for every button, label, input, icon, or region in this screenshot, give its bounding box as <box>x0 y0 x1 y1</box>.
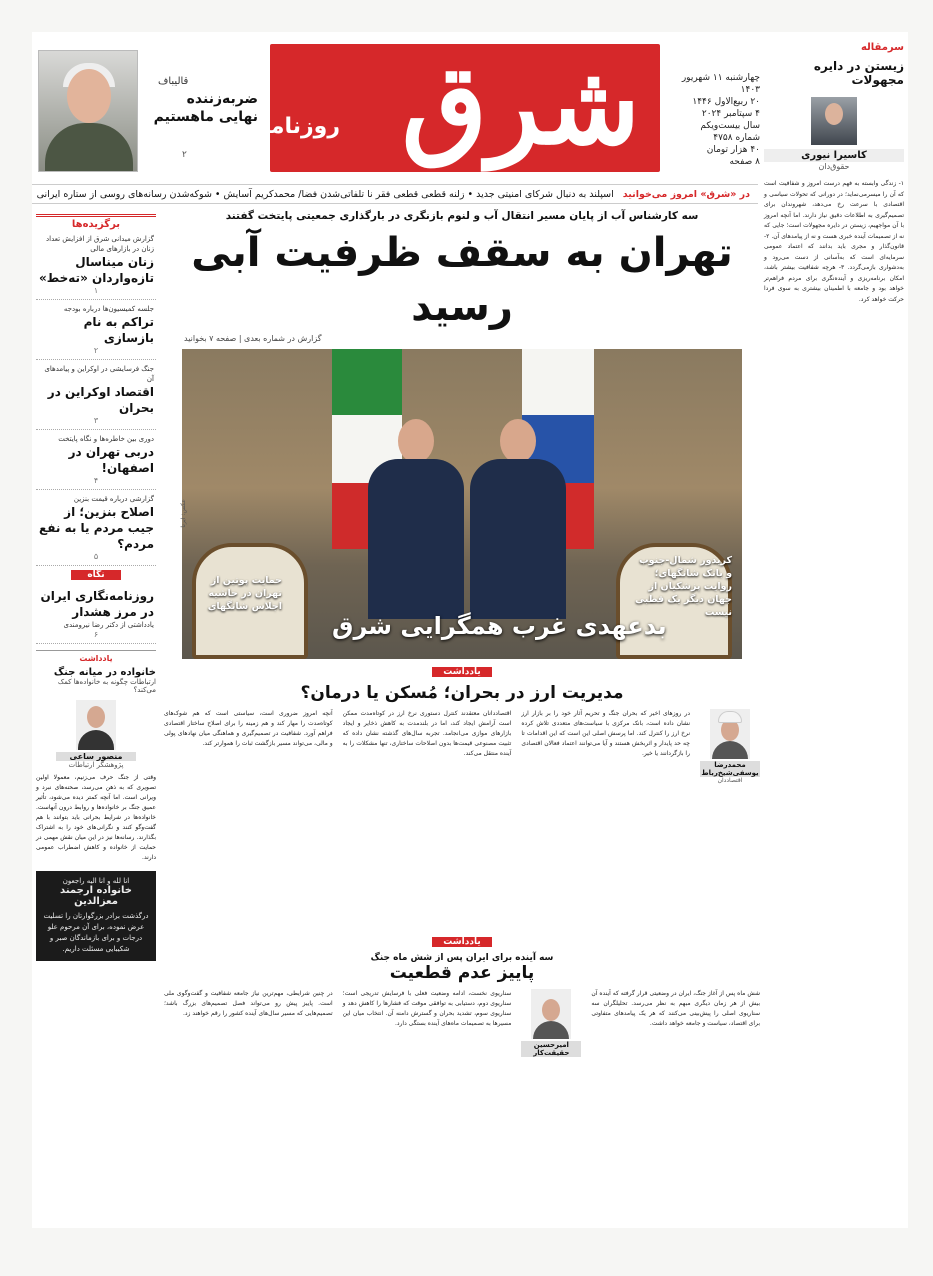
photo-caption-left: حمایت پوتین از تهران در حاشیه اجلاس شانگهای <box>207 575 282 612</box>
editorial-title[interactable]: زیستن در دایره مجهولات <box>813 59 904 87</box>
date-line: شماره ۴۷۵۸ <box>713 133 760 143</box>
author-name: امیرحسین حقیقت‌کار <box>521 1041 581 1057</box>
author-block <box>700 709 760 929</box>
highlight-title: تراکم به نام بازسازی <box>83 315 154 345</box>
highlights-head: برگزیده‌ها <box>36 214 156 230</box>
view-number: ۶ <box>93 630 99 639</box>
author-photo <box>710 709 750 759</box>
obituary-title: خانواده ارجمند معزالدین <box>60 885 132 907</box>
quote-name: قالیباف <box>158 76 189 87</box>
date-line: ۲۰ ربیع‌الاول ۱۴۴۶ <box>692 97 760 107</box>
obituary-verse: انا لله و انا الیه راجعون <box>62 877 130 885</box>
note-author-role: پژوهشگر ارتباطات <box>68 761 124 769</box>
note-subtitle: ارتباطات چگونه به خانواده‌ها کمک می‌کند؟ <box>57 678 156 694</box>
section-tag: یادداشت <box>432 937 492 947</box>
article-column: اقتصاددانان معتقدند کنترل دستوری نرخ ارز در کوتاه‌مدت ممکن است آرامش ایجاد کند، اما در بلندمدت به کاهش ذخایر و ایجاد بازارهای موازی می‌انجامد. تجربه سال‌های گذشته نشان داده که تثبیت مصنوعی قیمت‌ها بدون اصلاحات ساختاری، تنها مشکلات را به آینده منتقل می‌کند. <box>342 710 512 757</box>
note-author-photo <box>76 700 116 750</box>
highlight-title: زنان میناسال تازه‌واردان «تەخط» <box>39 255 154 285</box>
highlight-number: ۴ <box>93 476 99 485</box>
main-column <box>164 210 760 1226</box>
view-tag: نگاه <box>71 570 121 580</box>
newspaper-page <box>32 32 908 1228</box>
view-subtitle: یادداشتی از دکتر رضا نیرومندی <box>63 621 154 629</box>
note-title[interactable]: خانواده در میانه جنگ <box>53 667 156 678</box>
editorial-author-photo <box>811 97 857 145</box>
highlight-kicker: دوری بین خاطره‌ها و نگاه پایتخت <box>58 435 154 443</box>
highlight-item[interactable] <box>36 300 156 360</box>
ticker-lead: در «شرق» امروز می‌خوانید <box>622 189 750 200</box>
quote-page-number: ۲ <box>182 150 187 160</box>
note-body: وقتی از جنگ حرف می‌زنیم، معمولا اولین تصویری که به ذهن می‌رسد، صحنه‌های نبرد و ویرانی است. اما آنچه کمتر دیده می‌شود، تأثیر عمیق جنگ بر خانواده‌ها و روابط درون آنهاست. خانواده‌ها در شرایط بحرانی باید بتوانند با هم گفت‌وگو کنند و نگرانی‌های خود را به اشتراک بگذارند. رسانه‌ها نیز در این میان نقش مهمی در حمایت از خانواده و کاهش اضطراب عمومی دارند. <box>36 774 156 861</box>
date-line: ۴ سپتامبر ۲۰۲۴ <box>701 109 760 119</box>
article-column: شش ماه پس از آغاز جنگ، ایران در وضعیتی قرار گرفته که آینده آن بیش از هر زمان دیگری مبهم به نظر می‌رسد. تحلیلگران سه سناریوی اصلی را پیش‌بینی می‌کنند که هر یک پیامدهای متفاوتی برای اقتصاد، سیاست و جامعه خواهد داشت. <box>591 990 760 1027</box>
highlight-title: دربی تهران در اصفهان! <box>68 445 154 475</box>
lead-kicker: سه کارشناس آب از پایان مسیر انتقال آب و لنوم بازنگری در بارگذاری جمعیتی پایتخت گفتند <box>225 210 699 222</box>
obituary-text: درگذشت برادر بزرگوارتان را تسلیت عرض نموده، برای آن مرحوم علو درجات و برای بازماندگان صبر و شکیبایی مسئلت داریم. <box>43 912 149 953</box>
editorial-tag: سرمقاله <box>860 42 904 53</box>
highlight-number: ۱ <box>93 286 99 295</box>
photo-caption: بدعهدی غرب همگرایی شرق <box>332 612 667 640</box>
highlights-sidebar <box>36 214 156 1224</box>
highlight-item[interactable] <box>36 360 156 430</box>
highlight-title: اصلاح بنزین؛ از جیب مردم یا به نفع مردم؟ <box>39 505 154 551</box>
date-line: چهارشنبه ۱۱ شهریور ۱۴۰۳ <box>681 73 760 95</box>
author-role: اقتصاددان <box>717 777 743 784</box>
highlight-item[interactable] <box>36 490 156 566</box>
date-line: ۴۰ هزار تومان <box>706 145 760 155</box>
person-right <box>470 419 566 619</box>
note-kicker: یادداشت <box>79 654 113 663</box>
quote-text[interactable]: ضربه‌زننده نهایی ماهستیم <box>153 91 258 125</box>
author-block <box>521 989 581 1159</box>
photo-caption-right: کریدور شمال-جنوب و بانک شانگهای؛ روایت پزشکیان از جهان دیگر یک قطبی نیست <box>635 555 732 618</box>
highlight-number: ۵ <box>93 552 99 561</box>
date-line: ۸ صفحه <box>729 157 760 167</box>
ticker-items[interactable]: اسپلند به دنبال شرکای امنیتی جدید • زلنه قطعی قطعی فقر نا تلفاتی‌شدن فضا/ محمدکریم آسایش • شوکه‌شدن رسانه‌های روسی از ستاره ایرانی <box>36 189 614 200</box>
highlight-kicker: جلسه کمیسیون‌ها درباره بودجه <box>63 305 154 313</box>
highlight-kicker: گزارشی درباره قیمت بنزین <box>73 495 154 503</box>
person-left <box>368 419 464 619</box>
editorial-column <box>764 42 904 1226</box>
issue-info <box>664 72 760 168</box>
section-tag: یادداشت <box>432 667 492 677</box>
article-body <box>164 989 760 1159</box>
article-body <box>164 709 760 929</box>
article-column: آنچه امروز ضروری است، سیاستی است که هم شوک‌های کوتاه‌مدت را مهار کند و هم زمینه را برای اصلاح ساختار اقتصادی فراهم آورد. شفافیت در تصمیم‌گیری و هماهنگی میان نهادهای پولی و مالی، می‌تواند مسیر بازگشت ثبات را هموارتر کند. <box>163 710 333 747</box>
view-title: روزنامه‌نگاری ایران در مرز هشدار <box>40 589 154 619</box>
lead-byline: گزارش در شماره بعدی | صفحه ۷ بخوانید <box>184 334 322 343</box>
highlight-item[interactable] <box>36 430 156 490</box>
highlight-kicker: جنگ فرسایشی در اوکراین و پیامدهای آن <box>44 365 154 383</box>
photo-credit: عکس: ایرنا <box>180 499 187 528</box>
lead-photo[interactable] <box>182 349 742 659</box>
article-column: سناریوی نخست، ادامه وضعیت فعلی با فرسایش تدریجی است؛ سناریوی دوم، دستیابی به توافقی موقت که فشارها را کاهش دهد و سناریوی سوم، تشدید بحران و گسترش دامنه آن. انتخاب میان این مسیرها به تصمیمات ماه‌های آینده بستگی دارد. <box>342 990 512 1027</box>
view-item[interactable] <box>36 584 156 644</box>
highlight-title: اقتصاد اوکراین در بحران <box>47 385 154 415</box>
editorial-author: کاسیرا نیوری <box>764 149 904 162</box>
author-photo <box>531 989 571 1039</box>
highlight-item[interactable] <box>36 230 156 300</box>
editorial-author-role: حقوق‌دان <box>818 162 850 171</box>
article-headline[interactable]: مدیریت ارز در بحران؛ مُسکن یا درمان؟ <box>300 683 624 703</box>
highlight-kicker: گزارش میدانی شرق از افزایش تعداد زنان در بازارهای مالی <box>46 235 154 253</box>
article-headline[interactable]: پاییز عدم قطعیت <box>389 963 535 983</box>
lead-headline[interactable]: تهران به سقف ظرفیت آبی رسید <box>191 230 733 330</box>
obituary-box <box>36 871 156 961</box>
newspaper-logo[interactable] <box>257 40 660 172</box>
date-line: سال بیست‌ویکم <box>700 121 760 131</box>
logo-word: شرق <box>401 40 640 169</box>
article-kicker: سه آینده برای ایران پس از شش ماه جنگ <box>370 953 554 963</box>
article-column: در چنین شرایطی، مهم‌ترین نیاز جامعه شفافیت و گفت‌وگوی ملی است. پاییز پیش رو می‌تواند فصل تصمیم‌های بزرگ باشد؛ تصمیم‌هایی که مسیر سال‌های آینده کشور را رقم خواهند زد. <box>163 990 333 1017</box>
author-name: محمدرضا یوسفی‌شیخ‌رباط <box>701 761 759 777</box>
logo-prefix: روزنامه <box>257 114 340 139</box>
note-author: منصور ساعی <box>56 752 136 761</box>
article-column: در روزهای اخیر که بحران جنگ و تحریم آثار خود را بر بازار ارز نشان داده است، بانک مرکزی با سیاست‌های متعددی تلاش کرده نرخ ارز را کنترل کند. اما پرسش اصلی این است که این اقدامات تا چه حد پایدار و اثربخش هستند و آیا می‌توانند اعتماد فعالان اقتصادی را بازگردانند یا خیر. <box>521 710 690 757</box>
editorial-body: ۱- زندگی وابسته به فهم درست امروز و شفافیت است که آن را میسرمی‌نماید؛ در دورانی که تحولات سیاسی و اقتصادی با سرعت رخ می‌دهد، شهروندان برای تصمیم‌گیری به اطلاعات دقیق نیاز دارند. اما آنچه امروز با آن مواجهیم، زیستن در دایره مجهولات است؛ جایی که نه از تصمیمات آینده خبری هست و نه از پیامدهای آن. ۲- قانون‌گذار و مجری باید بدانند که اعتماد عمومی سرمایه‌ای است که به‌آسانی از دست می‌رود و به‌دشواری بازمی‌گردد. ۳- هرچه شفافیت بیشتر باشد، امکان برنامه‌ریزی و آینده‌نگری برای مردم فراهم‌تر خواهد بود و جامعه با اطمینان بیشتری به سوی فردا حرکت خواهد کرد. <box>764 180 904 303</box>
highlight-number: ۳ <box>93 416 99 425</box>
highlight-number: ۲ <box>93 346 99 355</box>
note-box <box>36 650 156 863</box>
headline-ticker <box>32 184 758 204</box>
quote-portrait <box>38 50 138 172</box>
